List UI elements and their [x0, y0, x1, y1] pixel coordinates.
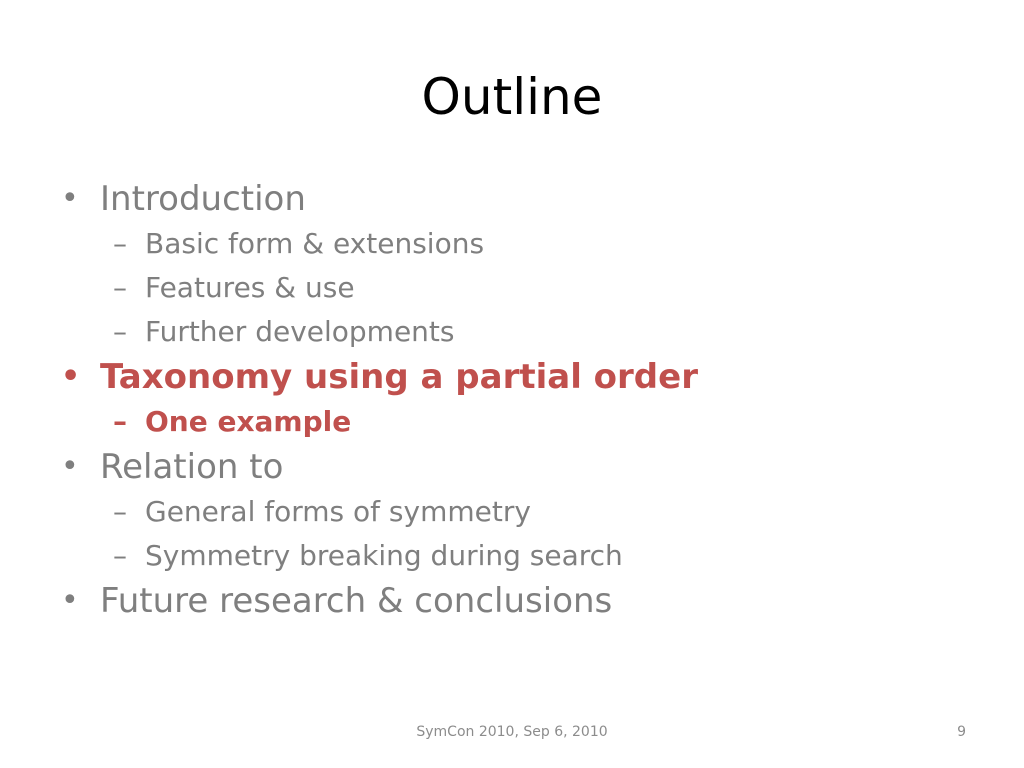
- outline-subitem-symmetry-breaking: [57, 534, 997, 578]
- bullet-marker: •: [61, 359, 81, 394]
- outline-subitem-text: General forms of symmetry: [145, 495, 531, 528]
- outline-subitem-text: One example: [145, 405, 352, 438]
- outline-subitem-text: Basic form & extensions: [145, 227, 485, 260]
- page-number: 9: [957, 724, 966, 740]
- outline-subitem-features: [57, 266, 997, 310]
- slide-title: Outline: [421, 68, 603, 126]
- outline-subitem-further-developments: [57, 310, 997, 354]
- bullet-marker: •: [61, 181, 79, 216]
- outline-subitem-text: Features & use: [145, 271, 355, 304]
- outline-item-text: Introduction: [100, 179, 306, 219]
- bullet-marker: •: [61, 449, 79, 484]
- outline-subitem-basic-form: [57, 222, 997, 266]
- dash-marker: –: [113, 495, 127, 528]
- outline-item-relation-to: [57, 444, 997, 490]
- outline-subitem-general-forms: [57, 490, 997, 534]
- outline-list: [57, 176, 997, 624]
- outline-subitem-text: Further developments: [145, 315, 455, 348]
- outline-item-text: Relation to: [100, 447, 284, 487]
- outline-subitem-one-example: [57, 400, 997, 444]
- outline-item-taxonomy: [57, 354, 997, 400]
- outline-subitem-text: Symmetry breaking during search: [145, 539, 623, 572]
- dash-marker: –: [113, 405, 127, 438]
- bullet-marker: •: [61, 583, 79, 618]
- dash-marker: –: [113, 271, 127, 304]
- outline-item-future-research: [57, 578, 997, 624]
- dash-marker: –: [113, 315, 127, 348]
- slide-footer: SymCon 2010, Sep 6, 2010: [416, 724, 608, 740]
- dash-marker: –: [113, 539, 127, 572]
- dash-marker: –: [113, 227, 127, 260]
- outline-item-text: Taxonomy using a partial order: [100, 357, 698, 397]
- outline-item-introduction: [57, 176, 997, 222]
- outline-item-text: Future research & conclusions: [100, 581, 613, 621]
